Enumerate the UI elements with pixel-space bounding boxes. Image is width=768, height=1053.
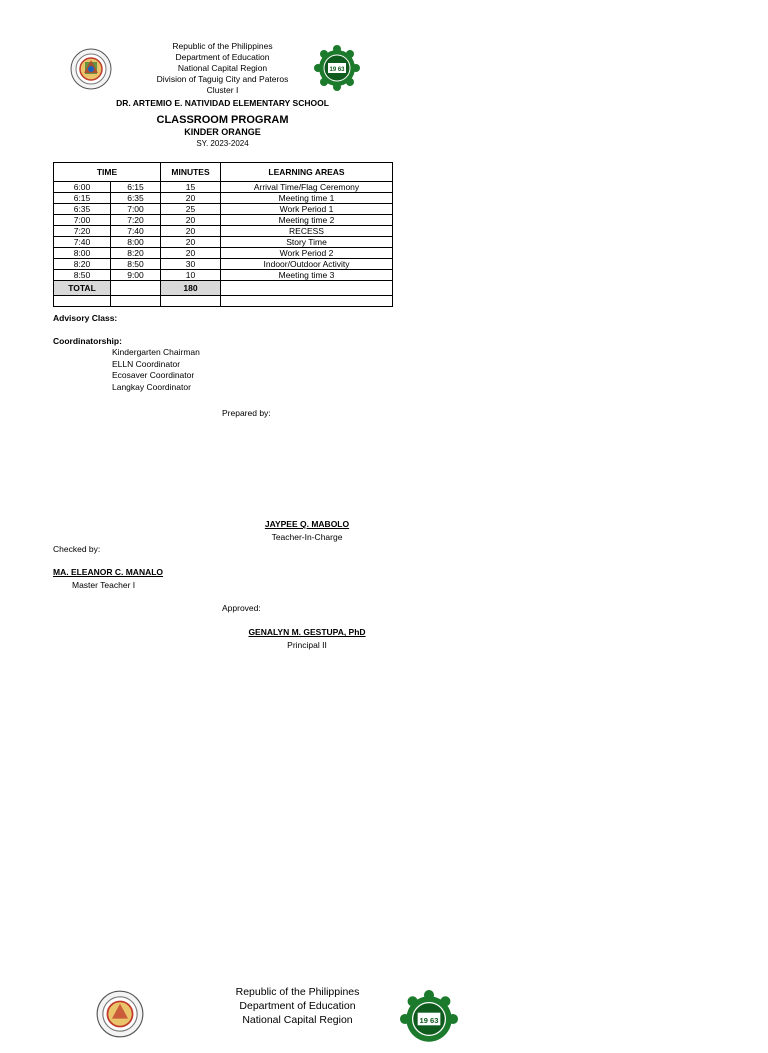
table-row bbox=[54, 193, 393, 204]
checked-by-label: Checked by: bbox=[53, 544, 101, 554]
table-row bbox=[54, 270, 393, 281]
approved-label: Approved: bbox=[222, 603, 261, 613]
list-item: Langkay Coordinator bbox=[112, 381, 191, 392]
table-row bbox=[54, 237, 393, 248]
minutes-cell: 10 bbox=[161, 270, 221, 281]
region-line: National Capital Region bbox=[177, 63, 268, 73]
total-label: TOTAL bbox=[54, 281, 111, 296]
minutes-cell: 20 bbox=[161, 248, 221, 259]
end-time: 6:15 bbox=[111, 182, 161, 193]
list-item: Ecosaver Coordinator bbox=[112, 370, 195, 380]
start-time: 6:35 bbox=[54, 204, 111, 215]
letterhead bbox=[120, 41, 325, 96]
checker-position: Master Teacher I bbox=[72, 580, 136, 590]
school-year: SY. 2023-2024 bbox=[196, 139, 249, 148]
program-table bbox=[53, 162, 393, 307]
time-header: TIME bbox=[54, 163, 161, 182]
end-time: 7:40 bbox=[111, 226, 161, 237]
empty-cell bbox=[54, 296, 111, 307]
empty-cell bbox=[111, 281, 161, 296]
area-cell: Work Period 2 bbox=[221, 248, 393, 259]
empty-cell bbox=[111, 296, 161, 307]
table-row bbox=[54, 215, 393, 226]
preparer-position: Teacher-In-Charge bbox=[271, 532, 343, 542]
area-cell: Arrival Time/Flag Ceremony bbox=[221, 182, 393, 193]
minutes-header: MINUTES bbox=[161, 163, 221, 182]
area-cell: Story Time bbox=[221, 237, 393, 248]
coordinatorship-list bbox=[112, 347, 200, 393]
minutes-cell: 20 bbox=[161, 226, 221, 237]
minutes-cell: 20 bbox=[161, 237, 221, 248]
minutes-cell: 20 bbox=[161, 193, 221, 204]
seal-year: 19 63 bbox=[329, 67, 345, 73]
start-time: 7:00 bbox=[54, 215, 111, 226]
empty-cell bbox=[161, 296, 221, 307]
area-cell: Meeting time 1 bbox=[221, 193, 393, 204]
area-cell: Meeting time 2 bbox=[221, 215, 393, 226]
start-time: 6:15 bbox=[54, 193, 111, 204]
table-row bbox=[54, 226, 393, 237]
list-item: ELLN Coordinator bbox=[112, 358, 181, 369]
start-time: 7:40 bbox=[54, 237, 111, 248]
approver-name: GENALYN M. GESTUPA, PhD bbox=[248, 627, 366, 637]
coordinatorship-label: Coordinatorship: bbox=[53, 336, 122, 346]
empty-cell bbox=[221, 281, 393, 296]
empty-cell bbox=[221, 296, 393, 307]
region-line: National Capital Region bbox=[242, 1014, 353, 1026]
start-time: 8:20 bbox=[54, 259, 111, 270]
areas-header: LEARNING AREAS bbox=[221, 163, 393, 182]
cluster-line: Cluster I bbox=[206, 85, 239, 95]
total-row bbox=[54, 281, 393, 296]
department-line: Department of Education bbox=[239, 1000, 356, 1012]
deped-seal-icon bbox=[96, 990, 144, 1038]
start-time: 8:00 bbox=[54, 248, 111, 259]
republic-line: Republic of the Philippines bbox=[172, 41, 273, 51]
end-time: 8:00 bbox=[111, 237, 161, 248]
republic-line: Republic of the Philippines bbox=[235, 986, 360, 998]
end-time: 9:00 bbox=[111, 270, 161, 281]
approver-position: Principal II bbox=[287, 640, 327, 650]
start-time: 6:00 bbox=[54, 182, 111, 193]
minutes-cell: 30 bbox=[161, 259, 221, 270]
advisory-label: Advisory Class: bbox=[53, 313, 118, 323]
department-line: Department of Education bbox=[175, 52, 270, 62]
table-row bbox=[54, 204, 393, 215]
end-time: 7:00 bbox=[111, 204, 161, 215]
table-row bbox=[54, 259, 393, 270]
end-time: 8:20 bbox=[111, 248, 161, 259]
preparer-name: JAYPEE Q. MABOLO bbox=[264, 519, 350, 529]
table-header-row bbox=[54, 163, 393, 182]
minutes-cell: 25 bbox=[161, 204, 221, 215]
seal-year: 19 63 bbox=[419, 1015, 439, 1025]
next-page-letterhead bbox=[170, 985, 425, 1027]
end-time: 8:50 bbox=[111, 259, 161, 270]
area-cell: Meeting time 3 bbox=[221, 270, 393, 281]
deped-seal-icon bbox=[70, 48, 112, 90]
area-cell: Work Period 1 bbox=[221, 204, 393, 215]
page-title: CLASSROOM PROGRAM bbox=[156, 114, 289, 126]
prepared-by-label: Prepared by: bbox=[222, 408, 271, 418]
checker-name: MA. ELEANOR C. MANALO bbox=[53, 567, 164, 577]
area-cell: RECESS bbox=[221, 226, 393, 237]
division-line: Division of Taguig City and Pateros bbox=[156, 74, 289, 84]
list-item: Kindergarten Chairman bbox=[112, 347, 200, 357]
total-value: 180 bbox=[161, 281, 221, 296]
minutes-cell: 20 bbox=[161, 215, 221, 226]
table-row bbox=[54, 248, 393, 259]
minutes-cell: 15 bbox=[161, 182, 221, 193]
end-time: 7:20 bbox=[111, 215, 161, 226]
start-time: 7:20 bbox=[54, 226, 111, 237]
blank-row bbox=[54, 296, 393, 307]
school-name: DR. ARTEMIO E. NATIVIDAD ELEMENTARY SCHOOL bbox=[116, 98, 329, 108]
section-name: KINDER ORANGE bbox=[184, 127, 261, 137]
area-cell: Indoor/Outdoor Activity bbox=[221, 259, 393, 270]
end-time: 6:35 bbox=[111, 193, 161, 204]
start-time: 8:50 bbox=[54, 270, 111, 281]
table-row bbox=[54, 182, 393, 193]
